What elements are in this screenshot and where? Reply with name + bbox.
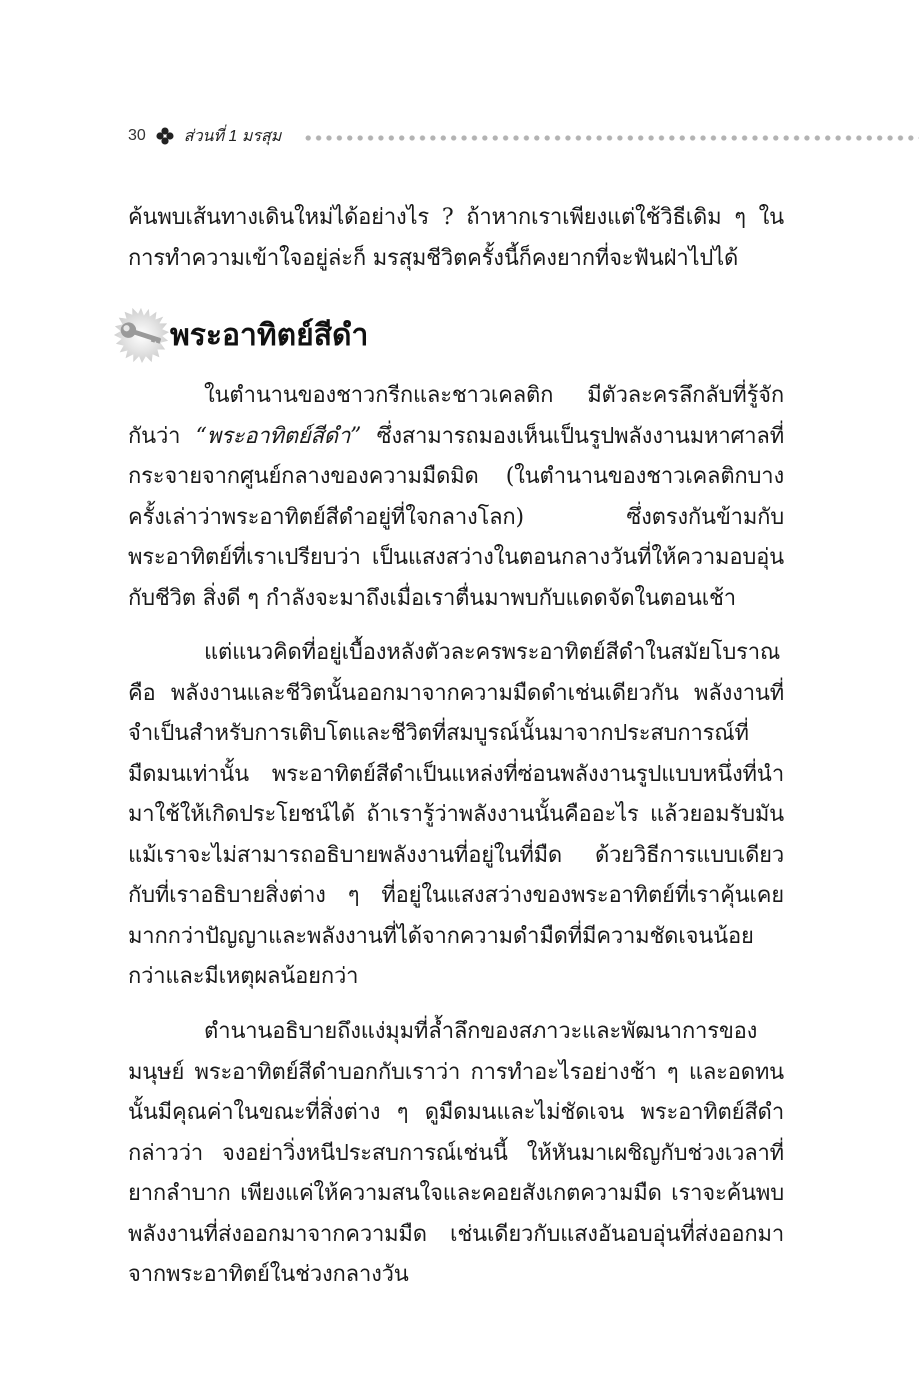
running-header	[128, 122, 919, 150]
body-paragraph-3: ตำนานอธิบายถึงแง่มุมที่ล้ำลึกของสภาวะและพัฒนาการของมนุษย์ พระอาทิตย์สีดำบอกกับเราว่า การทำอะไรอย่างช้า ๆ และอดทนนั้นมีคุณค่าในขณะที่สิ่งต่าง ๆ ดูมืดมนและไม่ชัดเจน พระอาทิตย์สีดำกล่าวว่า จงอย่าวิ่งหนีประสบการณ์เช่นนี้ ให้หันมาเผชิญกับช่วงเวลาที่ยากลำบาก เพียงแค่ให้ความสนใจและคอยสังเกตความมืด เราจะค้นพบพลังงานที่ส่งออกมาจากความมืด เช่นเดียวกับแสงอันอบอุ่นที่ส่งออกมาจากพระอาทิตย์ในช่วงกลางวัน	[128, 1019, 784, 1287]
paragraph-text: ซึ่งสามารถมองเห็นเป็นรูปพลังงานมหาศาลที่กระจายจากศูนย์กลางของความมืดมิด (ในตำนานของชาวเคลติกบางครั้งเล่าว่าพระอาทิตย์สีดำอยู่ที่ใจกลางโลก) ซึ่งตรงกันข้ามกับพระอาทิตย์ที่เราเปรียบว่า เป็นแสงสว่างในตอนกลางวันที่ให้ความอบอุ่นกับชีวิต สิ่งดี ๆ กำลังจะมาถึงเมื่อเราตื่นมาพบกับแดดจัดในตอนเช้า	[128, 423, 785, 611]
emphasized-term: “พระอาทิตย์สีดำ”	[195, 423, 362, 449]
intro-paragraph: ค้นพบเส้นทางเดินใหม่ได้อย่างไร ? ถ้าหากเราเพียงแต่ใช้วิธีเดิม ๆ ในการทำความเข้าใจอยู่ล่ะก็ มรสุมชีวิตครั้งนี้ก็คงยากที่จะฟันฝ่าไปได้	[128, 205, 784, 271]
dotted-rule	[303, 135, 919, 141]
key-icon	[112, 306, 170, 364]
section-name: ส่วนที่ 1 มรสุม	[183, 127, 282, 145]
four-petal-ornament-icon	[156, 127, 174, 145]
section-heading	[112, 306, 368, 364]
body-paragraph-2: แต่แนวคิดที่อยู่เบื้องหลังตัวละครพระอาทิตย์สีดำในสมัยโบราณ คือ พลังงานและชีวิตนั้นออกมาจากความมืดดำเช่นเดียวกัน พลังงานที่จำเป็นสำหรับการเติบโตและชีวิตที่สมบูรณ์นั้นมาจากประสบการณ์ที่มืดมนเท่านั้น พระอาทิตย์สีดำเป็นแหล่งที่ซ่อนพลังงานรูปแบบหนึ่งที่นำมาใช้ให้เกิดประโยชน์ได้ ถ้าเรารู้ว่าพลังงานนั้นคืออะไร แล้วยอมรับมัน แม้เราจะไม่สามารถอธิบายพลังงานที่อยู่ในที่มืด ด้วยวิธีการแบบเดียวกับที่เราอธิบายสิ่งต่าง ๆ ที่อยู่ในแสงสว่างของพระอาทิตย์ที่เราคุ้นเคยมากกว่าปัญญาและพลังงานที่ได้จากความดำมืดที่มีความชัดเจนน้อยกว่าและมีเหตุผลน้อยกว่า	[128, 640, 784, 989]
page-number: 30	[128, 127, 146, 144]
body-paragraph-1	[128, 376, 784, 619]
paragraph-text: ในตำนานของชาวกรีกและชาวเคลติก มีตัวละครลึกลับที่รู้จักกันว่า	[128, 383, 784, 449]
section-title: พระอาทิตย์สีดำ	[170, 317, 369, 353]
